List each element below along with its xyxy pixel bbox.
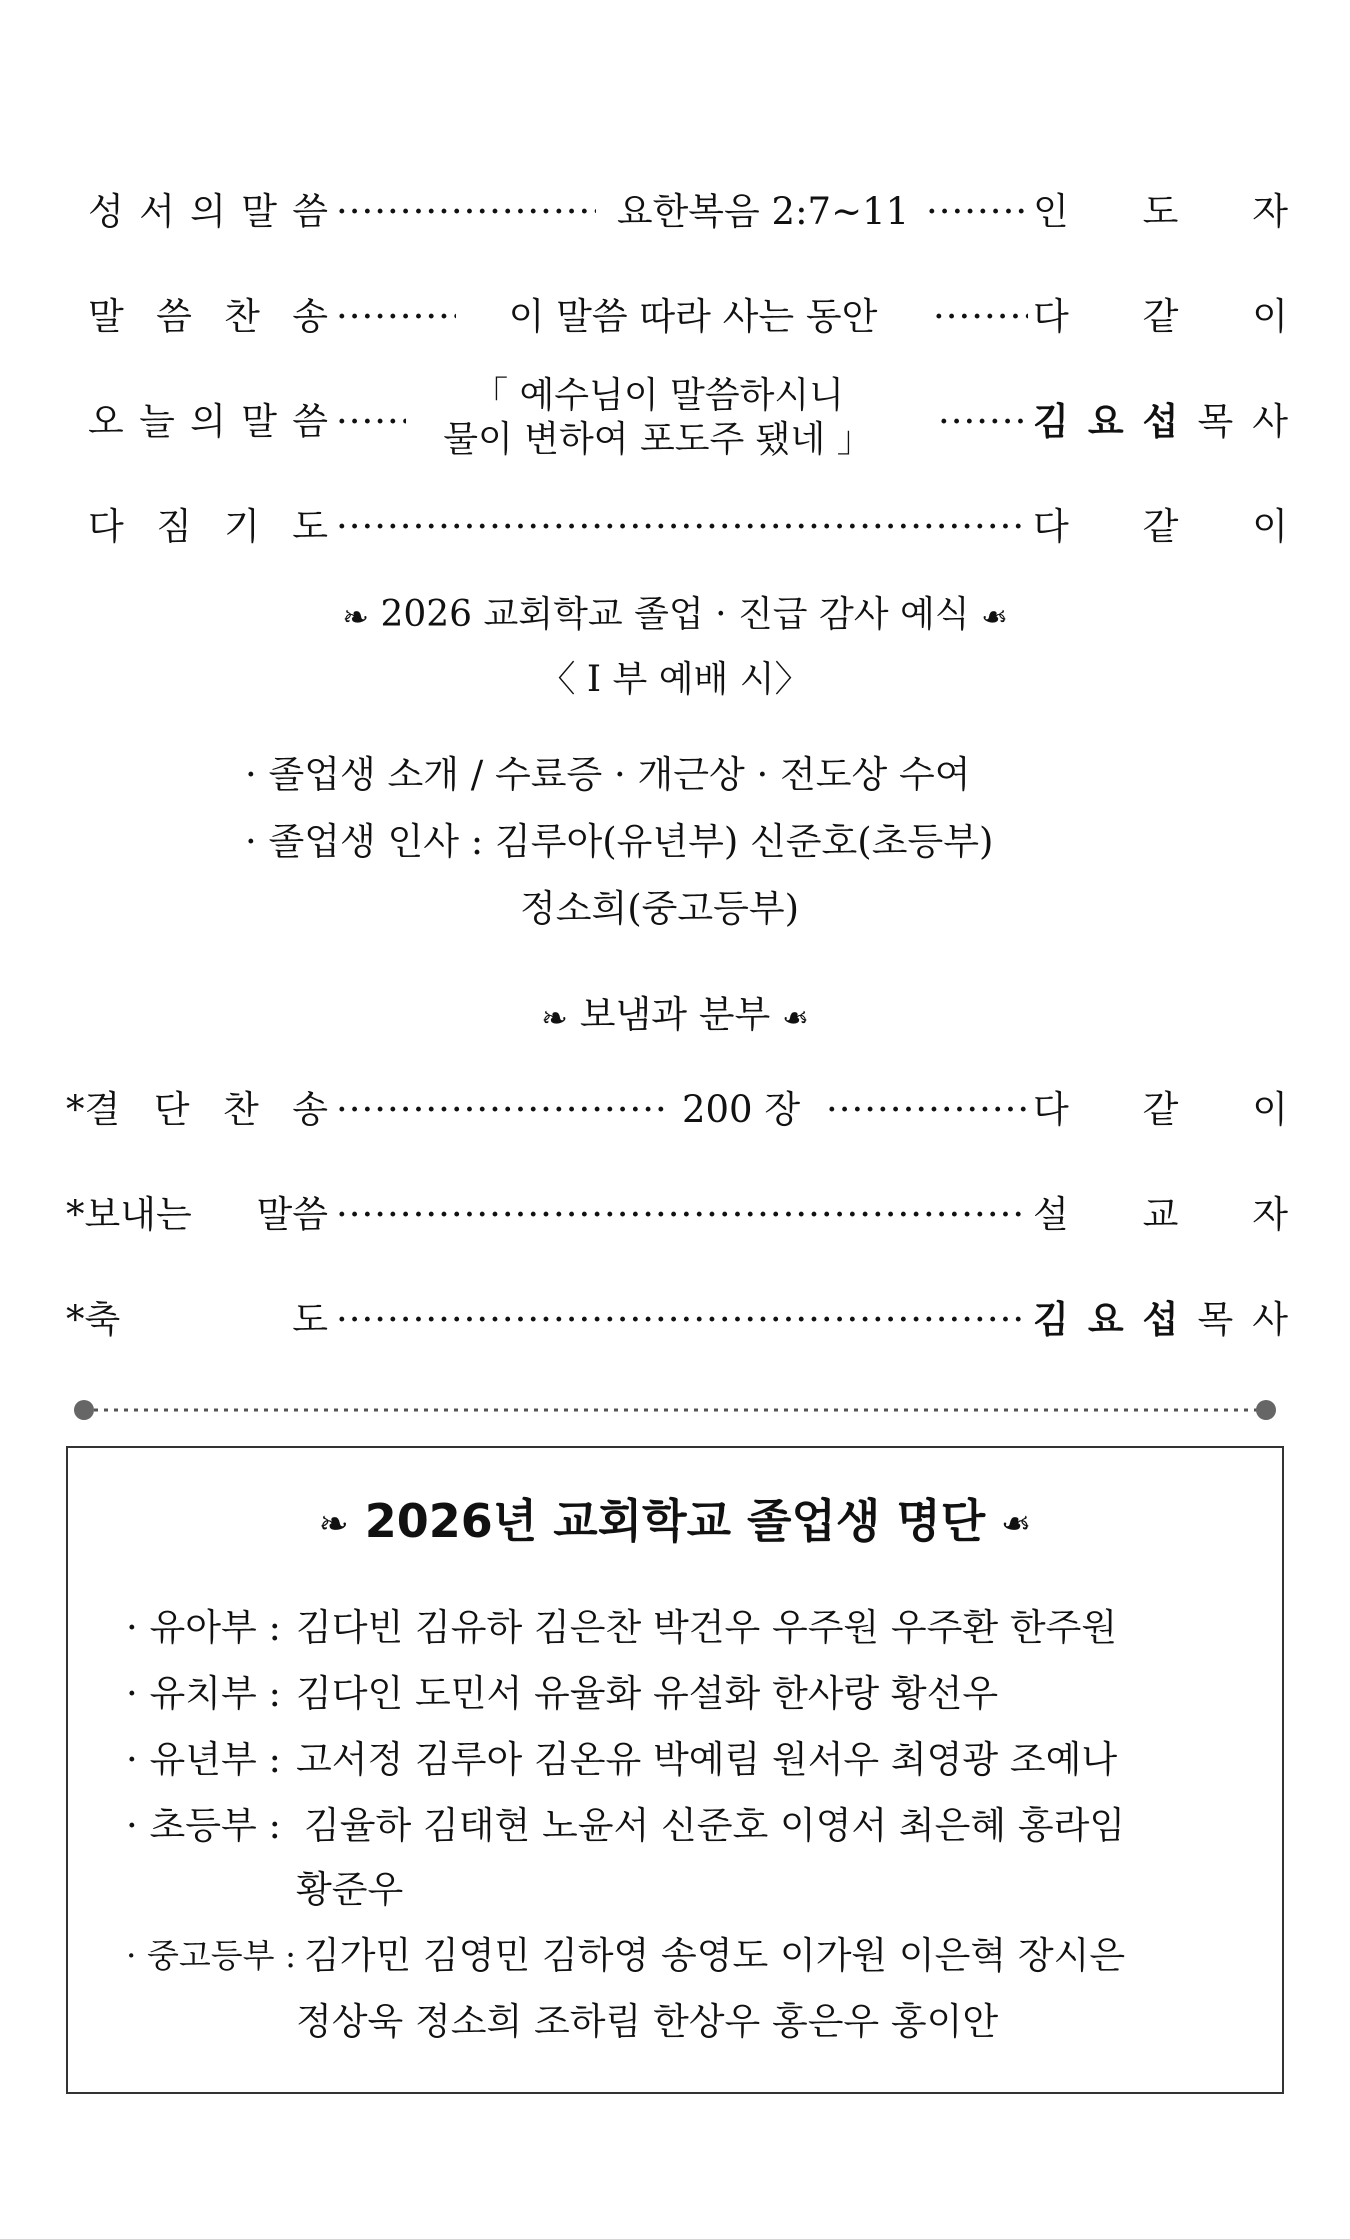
row-person: 인 도 자	[1033, 190, 1288, 233]
row-label: 성 서 의 말 씀	[88, 190, 328, 233]
leader-dots	[926, 182, 1026, 242]
leader-dots	[933, 287, 1028, 347]
sending-heading: ❧ 보냄과 분부 ❧	[0, 985, 1350, 1048]
order-row-closing-hymn	[66, 1080, 1288, 1140]
fleuron-icon: ❧	[980, 598, 1008, 636]
dept-label: · 유아부 :	[126, 1606, 281, 1649]
order-row-resolution	[88, 497, 1288, 557]
leader-dots	[336, 1080, 666, 1140]
graduate-names: 김다빈 김유하 김은찬 박건우 우주원 우주환 한주원	[296, 1606, 1118, 1649]
order-row-scripture	[88, 182, 1288, 242]
row-person: 설 교 자	[1033, 1193, 1288, 1236]
graduate-names: 김율하 김태현 노윤서 신준호 이영서 최은혜 홍라임	[304, 1804, 1126, 1847]
leader-dots	[336, 1185, 1026, 1245]
row-label: 다 짐 기 도	[88, 505, 328, 548]
leader-dots	[336, 287, 456, 347]
sermon-title-line1: 「 예수님이 말씀하시니	[472, 375, 844, 416]
dept-label: · 초등부 :	[126, 1804, 281, 1847]
graduate-names-cont: 정상욱 정소희 조하림 한상우 홍은우 홍이안	[296, 2000, 999, 2043]
leader-dots	[826, 1080, 1026, 1140]
row-label: *결 단 찬 송	[66, 1088, 328, 1131]
graduates-title: ❧ 2026년 교회학교 졸업생 명단 ❧	[68, 1486, 1282, 1560]
praise-hymn-title: 이 말씀 따라 사는 동안	[508, 295, 878, 338]
dept-label: · 유년부 :	[126, 1738, 281, 1781]
ceremony-item-awards: · 졸업생 소개 / 수료증 · 개근상 · 전도상 수여	[245, 753, 971, 796]
row-person: 다 같 이	[1033, 1088, 1288, 1131]
dotted-divider	[70, 1398, 1280, 1422]
fleuron-icon: ❧	[1001, 1503, 1032, 1545]
row-label: 말 씀 찬 송	[88, 295, 328, 338]
ceremony-item-greetings-cont: 정소희(중고등부)	[520, 887, 800, 930]
leader-dots	[336, 1290, 1026, 1350]
graduate-names: 김다인 도민서 유율화 유설화 한사랑 황선우	[296, 1672, 999, 1715]
row-person: 김 요 섭 목 사	[1033, 400, 1288, 443]
leader-dots	[938, 392, 1028, 452]
dept-label: · 유치부 :	[126, 1672, 281, 1715]
order-row-sending-words	[66, 1185, 1288, 1245]
row-label: *보내는 말씀	[66, 1193, 328, 1236]
fleuron-icon: ❧	[541, 998, 568, 1037]
sermon-title	[418, 374, 898, 462]
ceremony-subtitle: 〈 I 부 예배 시〉	[539, 659, 811, 700]
graduate-names-cont: 황준우	[296, 1868, 404, 1911]
row-person: 김 요 섭 목 사	[1033, 1298, 1288, 1341]
ceremony-heading: ❧ 2026 교회학교 졸업 · 진급 감사 예식 ❧	[0, 585, 1350, 647]
leader-dots	[336, 392, 406, 452]
fleuron-icon: ❧	[318, 1503, 349, 1545]
order-row-benediction	[66, 1290, 1288, 1350]
dept-label: · 중고등부 :	[126, 1936, 297, 1975]
hymn-number: 200 장	[681, 1088, 801, 1131]
row-label: 오 늘 의 말 씀	[88, 400, 328, 443]
leader-dots	[336, 182, 596, 242]
order-row-praise	[88, 287, 1288, 347]
graduate-names: 고서정 김루아 김온유 박예림 원서우 최영광 조예나	[296, 1738, 1118, 1781]
sermon-title-line2: 물이 변하여 포도주 됐네 」	[443, 419, 873, 460]
fleuron-icon: ❧	[782, 998, 809, 1037]
row-label: *축 도	[66, 1298, 328, 1341]
graduates-box	[66, 1446, 1284, 2094]
ceremony-item-greetings: · 졸업생 인사 : 김루아(유년부) 신준호(초등부)	[245, 820, 994, 863]
graduate-names: 김가민 김영민 김하영 송영도 이가원 이은혁 장시은	[304, 1934, 1126, 1977]
scripture-text: 요한복음 2:7~11	[616, 190, 910, 233]
row-person: 다 같 이	[1033, 295, 1288, 338]
fleuron-icon: ❧	[342, 598, 370, 636]
row-person: 다 같 이	[1033, 505, 1288, 548]
order-row-sermon	[88, 375, 1288, 460]
leader-dots	[336, 497, 1026, 557]
